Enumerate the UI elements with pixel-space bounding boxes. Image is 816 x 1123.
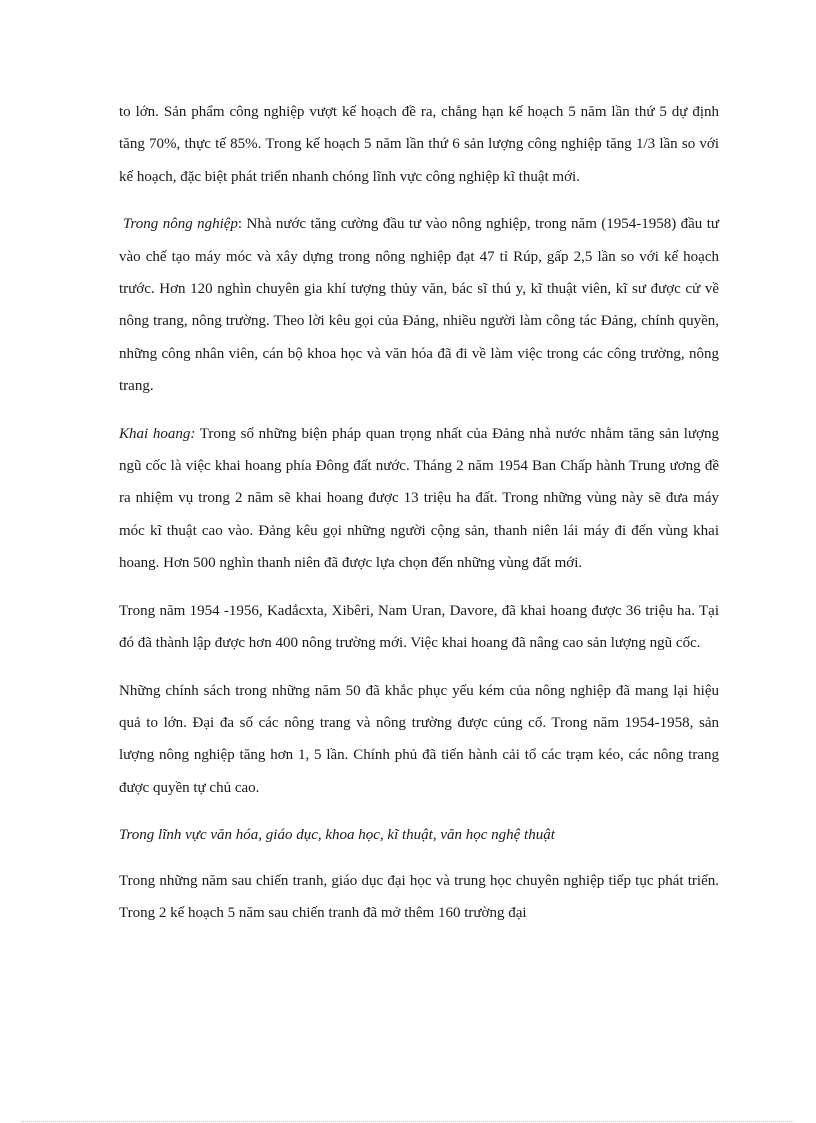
paragraph-agriculture bbox=[119, 208, 719, 402]
section-lead-culture: Trong lĩnh vực văn hóa, giáo dục, khoa học, kĩ thuật, văn học nghệ thuật bbox=[119, 827, 555, 844]
paragraph-text: Trong số những biện pháp quan trọng nhất của Đảng nhà nước nhằm tăng sản lượng ngũ cốc là việc khai hoang phía Đông đất nước. Tháng 2 năm 1954 Ban Chấp hành Trung ương đề ra nhiệm vụ trong 2 năm sẽ khai hoang được 13 triệu ha đất. Trong những vùng này sẽ đưa máy móc kĩ thuật cao vào. Đảng kêu gọi những người cộng sản, thanh niên lái máy đi đến vùng khai hoang. Hơn 500 nghìn thanh niên đã được lựa chọn đến những vùng đất mới. bbox=[119, 425, 720, 572]
paragraph-education bbox=[119, 865, 719, 930]
section-lead-agriculture: Trong nông nghiệp bbox=[123, 216, 238, 233]
paragraph-text: Những chính sách trong những năm 50 đã khắc phục yếu kém của nông nghiệp đã mang lại hiệu quả to lớn. Đại đa số các nông trang và nông trường được củng cố. Trong năm 1954-1958, sản lượng nông nghiệp tăng hơn 1, 5 lần. Chính phủ đã tiến hành cải tổ các trạm kéo, các nông trang được quyền tự chủ cao. bbox=[119, 682, 719, 796]
paragraph-reclamation-results bbox=[119, 595, 719, 660]
paragraph-text: Trong năm 1954 -1956, Kadắcxta, Xibêri, Nam Uran, Davore, đã khai hoang được 36 triệu ha. Tại đó đã thành lập được hơn 400 nông trường mới. Việc khai hoang đã nâng cao sản lượng ngũ cốc. bbox=[119, 602, 719, 652]
section-lead-land-reclamation: Khai hoang: bbox=[119, 425, 196, 442]
paragraph-land-reclamation bbox=[119, 418, 719, 580]
paragraph-text: to lớn. Sản phẩm công nghiệp vượt kế hoạch đề ra, chẳng hạn kế hoạch 5 năm lần thứ 5 dự định tăng 70%, thực tế 85%. Trong kế hoạch 5 năm lần thứ 6 sản lượng công nghiệp tăng 1/3 lần so với kế hoạch, đặc biệt phát triển nhanh chóng lĩnh vực công nghiệp kĩ thuật mới. bbox=[119, 104, 719, 185]
page-bottom-rule bbox=[22, 1121, 794, 1122]
section-heading-culture bbox=[119, 819, 719, 851]
paragraph-text: : Nhà nước tăng cường đầu tư vào nông nghiệp, trong năm (1954-1958) đầu tư vào chế tạo máy móc và xây dựng trong nông nghiệp đạt 47 tỉ Rúp, gấp 2,5 lần so với kế hoạch trước. Hơn 120 nghìn chuyên gia khí tượng thủy văn, bác sĩ thú y, kĩ thuật viên, kĩ sư được cử về nông trang, nông trường. Theo lời kêu gọi của Đảng, nhiều người làm công tác Đảng, chính quyền, những công nhân viên, cán bộ khoa học và văn hóa đã đi về làm việc trong các công trường, nông trang. bbox=[119, 216, 719, 395]
paragraph-text: Trong những năm sau chiến tranh, giáo dục đại học và trung học chuyên nghiệp tiếp tục phát triển. Trong 2 kế hoạch 5 năm sau chiến tranh đã mở thêm 160 trường đại bbox=[119, 872, 719, 921]
paragraph-industry-continuation bbox=[119, 96, 719, 193]
document-body bbox=[119, 96, 719, 944]
paragraph-agriculture-policy bbox=[119, 675, 719, 805]
